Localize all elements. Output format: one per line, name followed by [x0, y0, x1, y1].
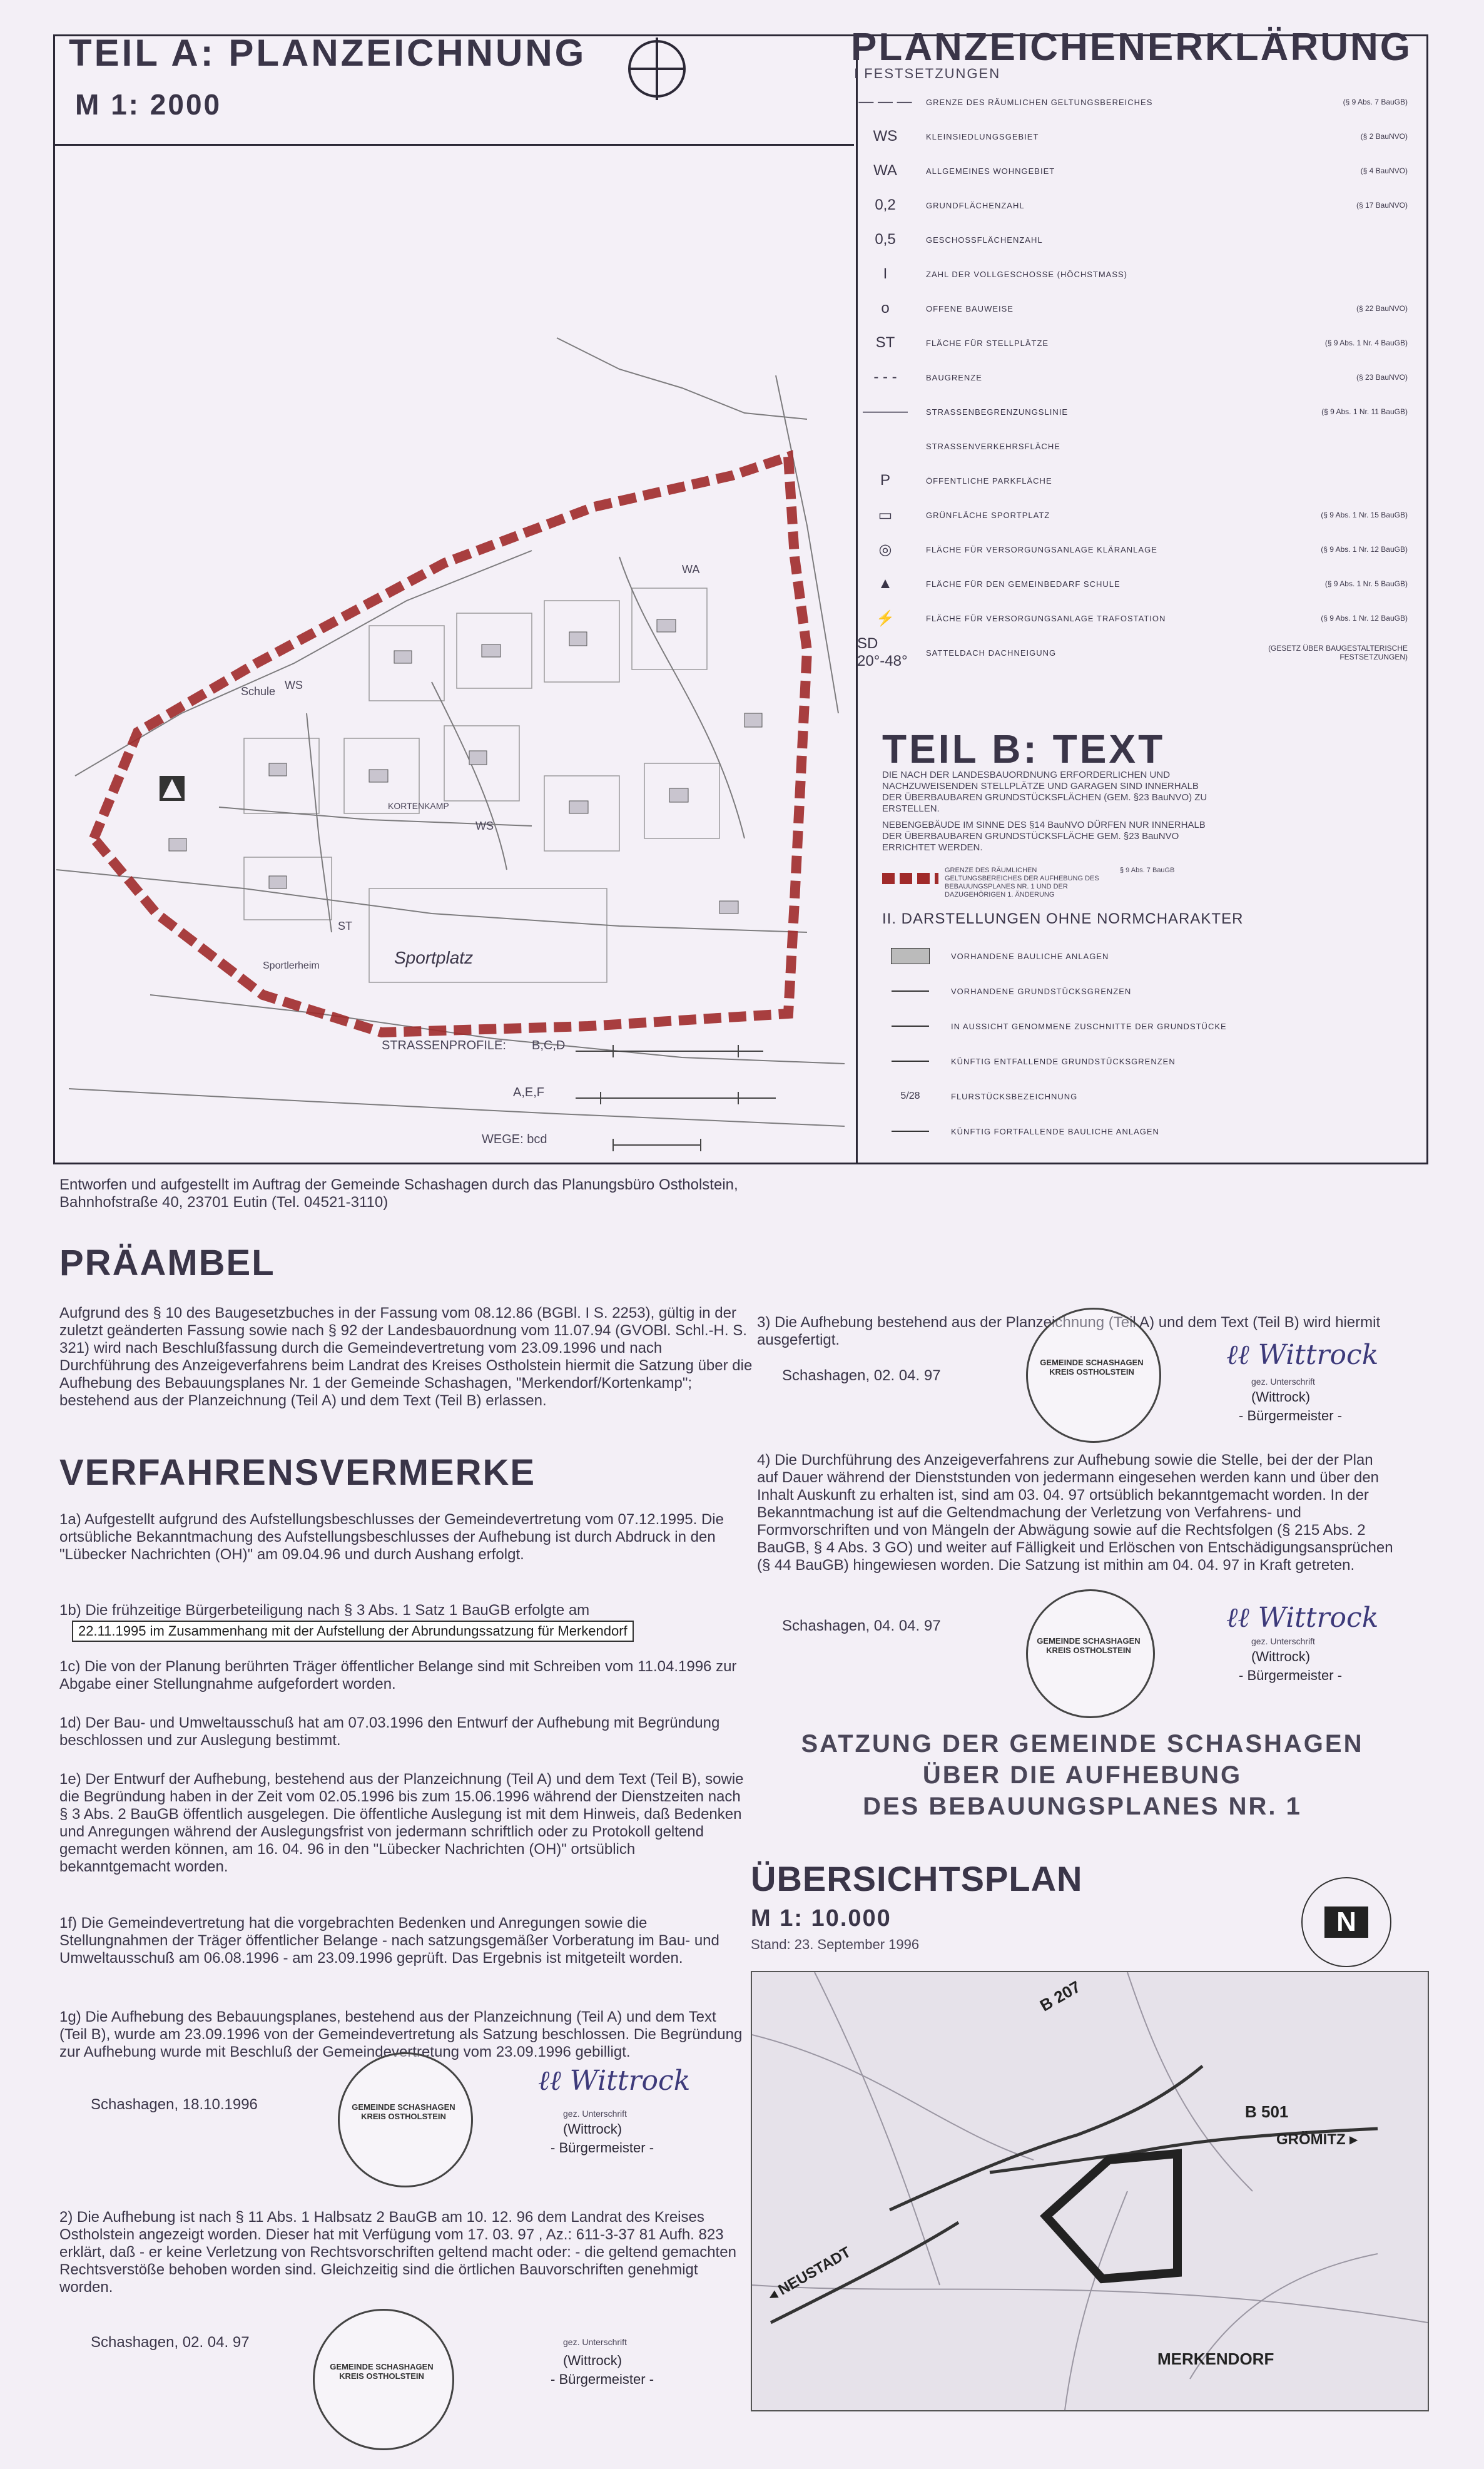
- stamp-4-text: GEMEINDE SCHASHAGEN KREIS OSTHOLSTEIN: [1037, 1636, 1141, 1655]
- legend-symbol: ▭: [878, 506, 893, 524]
- legend-label: FLÄCHE FÜR DEN GEMEINBEDARF SCHULE: [926, 579, 1121, 589]
- stamp-3-text: GEMEINDE SCHASHAGEN KREIS OSTHOLSTEIN: [1040, 1358, 1144, 1377]
- uebersicht-stand: Stand: 23. September 1996: [751, 1937, 920, 1952]
- verfahren-1g: 1g) Die Aufhebung des Bebauungsplanes, bestehend aus der Planzeichnung (Teil A) und dem Text (Teil B), wurde am 23.09.1996 von der Gemeindevertretung als Satzung beschlossen. Die Begründung zur Aufhebung wurde mit Beschluß der Gemeindevertretung vom 23.09.1996 gebilligt.: [59, 2008, 743, 2060]
- legend-label: GESCHOSSFLÄCHENZAHL: [926, 235, 1043, 245]
- darstellung-label: KÜNFTIG ENTFALLENDE GRUNDSTÜCKSGRENZEN: [951, 1056, 1176, 1066]
- plan-label-ws-1: WS: [285, 679, 303, 691]
- signature-3: ℓℓ Wittrock: [1226, 1339, 1379, 1371]
- sig-3-role: - Bürgermeister -: [1239, 1408, 1343, 1423]
- legend-symbol: I: [883, 265, 888, 282]
- legend-label: BAUGRENZE: [926, 372, 982, 382]
- sig-2-name: (Wittrock): [563, 2353, 623, 2368]
- verfahren-4-place: Schashagen, 04. 04. 97: [782, 1617, 941, 1634]
- profile-bcd-label: B,C,D: [532, 1039, 566, 1052]
- legend-title: PLANZEICHENERKLÄRUNG: [851, 26, 1412, 69]
- legend-label: FLÄCHE FÜR STELLPLÄTZE: [926, 338, 1049, 348]
- darstellung-label: VORHANDENE GRUNDSTÜCKSGRENZEN: [951, 986, 1132, 996]
- legend-symbol: ST: [875, 334, 895, 351]
- legend-symbol: ———: [863, 403, 908, 420]
- legend-symbol: — — —: [858, 93, 912, 110]
- legend-label: SATTELDACH DACHNEIGUNG: [926, 648, 1057, 658]
- verfahren-4: 4) Die Durchführung des Anzeigeverfahrens zur Aufhebung sowie die Stelle, bei der der Plan auf Dauer während der Dienststunden von jedermann eingesehen werden kann und über den Inhalt Auskunft zu erhalten ist, sind am 03. 04. 97 ortsüblich bekanntgemacht worden. In der Bekanntmachung ist auf die Geltendmachung der Verletzung von Verfahrens- und Formvorschriften und von Mängeln der Abwägung sowie auf die Rechtsfolgen (§ 215 Abs. 2 BauGB, § 4 Abs. 3 GO) und weiter auf Fälligkeit und Erlöschen von Entschädigungsansprüchen (§ 44 BauGB) hingewiesen worden. Die Satzung ist mithin am 04. 04. 97 in Kraft getreten.: [757, 1452, 1393, 1574]
- legend-label: ZAHL DER VOLLGESCHOSSE (HÖCHSTMASS): [926, 269, 1128, 279]
- sig-2-role: - Bürgermeister -: [551, 2371, 654, 2387]
- teil-b-text-1: DIE NACH DER LANDESBAUORDNUNG ERFORDERLICHEN UND NACHZUWEISENDEN STELLPLÄTZE UND GARAGEN SIND INNERHALB DER ÜBERBAUBAREN GRUNDSTÜCKSFLÄCHEN (GEM. §23 BauNVO) ZU ERSTELLEN.: [882, 770, 1207, 814]
- legend-row: [857, 604, 1408, 633]
- legend-row: [857, 260, 1408, 288]
- street-profile-sketches: [576, 1032, 813, 1158]
- plan-label-sportplatz: Sportplatz: [394, 948, 474, 967]
- legend-symbol: ▲: [878, 575, 893, 592]
- uebersicht-scale: M 1: 10.000: [751, 1905, 892, 1932]
- boundary-legend-ref: § 9 Abs. 7 BauGB: [1120, 867, 1175, 874]
- darstellungen-title: II. DARSTELLUNGEN OHNE NORMCHARAKTER: [882, 910, 1244, 927]
- map-label-b207: B 207: [1036, 1977, 1084, 2015]
- sig-3-caption: gez. Unterschrift: [1251, 1377, 1315, 1387]
- legend-symbol: ⚡: [876, 609, 895, 627]
- verfahren-1b: 1b) Die frühzeitige Bürgerbeteiligung nach § 3 Abs. 1 Satz 1 BauGB erfolgte am: [59, 1602, 590, 1619]
- legend-reference: (§ 9 Abs. 1 Nr. 4 BauGB): [1324, 339, 1408, 347]
- uebersicht-title: ÜBERSICHTSPLAN: [751, 1859, 1083, 1898]
- legend-label: GRÜNFLÄCHE SPORTPLATZ: [926, 510, 1050, 520]
- satzung-line-1: SATZUNG DER GEMEINDE SCHASHAGEN: [801, 1730, 1364, 1758]
- darstellung-symbol: 5/28: [900, 1091, 920, 1101]
- verfahren-2: 2) Die Aufhebung ist nach § 11 Abs. 1 Halbsatz 2 BauGB am 10. 12. 96 dem Landrat des Kreises Ostholstein angezeigt worden. Dieser hat mit Verfügung vom 17. 03. 97 , Az.: 611-3-37 81 Aufh. 823 erklärt, daß - er keine Verletzung von Rechtsvorschriften geltend macht oder: - die geltend gemachten Rechtsverstöße behoben worden sind. Gleichzeitig sind die örtlichen Bauvorschriften genehmigt worden.: [59, 2209, 736, 2296]
- legend-reference: (§ 9 Abs. 1 Nr. 11 BauGB): [1321, 407, 1408, 416]
- sig-1-name: (Wittrock): [563, 2121, 623, 2137]
- legend-row: [857, 156, 1408, 185]
- legend-row: [857, 294, 1408, 323]
- legend-label: STRASSENBEGRENZUNGSLINIE: [926, 407, 1068, 417]
- plan-header-rule: [53, 144, 854, 146]
- verfahren-1a: 1a) Aufgestellt aufgrund des Aufstellungsbeschlusses der Gemeindevertretung vom 07.12.1995. Die ortsübliche Bekanntmachung des Aufstellungsbeschlusses der Aufhebung ist durch Abdruck in den "Lübecker Nachrichten (OH)" am 09.04.96 und durch Aushang erfolgt.: [59, 1511, 724, 1563]
- north-icon: N: [1301, 1877, 1391, 1967]
- legend-symbol: SD 20°-48°: [857, 635, 908, 669]
- teil-b-text-2: NEBENGEBÄUDE IM SINNE DES §14 BauNVO DÜRFEN NUR INNERHALB DER ÜBERBAUBAREN GRUNDSTÜCKSFLÄCHE GEM. §23 BauNVO ERRICHTET WERDEN.: [882, 820, 1206, 853]
- boundary-legend-label: GRENZE DES RÄUMLICHEN GELTUNGSBEREICHES DER AUFHEBUNG DES BEBAUUNGSPLANES NR. 1 UND DER DAZUGEHÖRIGEN 1. ÄNDERUNG: [945, 867, 1099, 899]
- darstellung-row: [882, 942, 1420, 970]
- legend-row: [857, 635, 1408, 669]
- verfahren-1c: 1c) Die von der Planung berührten Träger öffentlicher Belange sind mit Schreiben vom 11.04.1996 zur Abgabe einer Stellungnahme aufgefordert worden.: [59, 1658, 737, 1693]
- verfahren-2-place: Schashagen, 02. 04. 97: [91, 2334, 250, 2351]
- darstellung-symbol: [882, 1131, 938, 1132]
- profile-aef-label: A,E,F: [513, 1086, 545, 1099]
- uebersicht-map: [751, 1971, 1429, 2411]
- legend-reference: (§ 23 BauNVO): [1356, 373, 1408, 382]
- legend-reference: (GESETZ ÜBER BAUGESTALTERISCHE FESTSETZUNGEN): [1268, 644, 1408, 661]
- verfahren-1g-place: Schashagen, 18.10.1996: [91, 2096, 258, 2113]
- legend-symbol: 0,5: [875, 231, 896, 248]
- darstellung-row: [882, 977, 1420, 1005]
- map-label-groemitz: GRÖMITZ ▸: [1276, 2131, 1358, 2148]
- sig-4-role: - Bürgermeister -: [1239, 1667, 1343, 1683]
- legend-row: [857, 363, 1408, 392]
- verfahren-1e: 1e) Der Entwurf der Aufhebung, bestehend aus der Planzeichnung (Teil A) und dem Text (Teil B), sowie die Begründung haben in der Zeit vom 02.05.1996 bis zum 15.06.1996 während der Dienstzeiten nach § 3 Abs. 2 BauGB öffentlich ausgelegen. Die öffentliche Auslegung ist mit dem Hinweis, daß Bedenken und Anregungen während der Auslegungsfrist von jedermann schriftlich oder zu Protokoll geltend gemacht werden können, am 16. 04. 96 in den "Lübecker Nachrichten (OH)" ortsüblich bekanntgemacht worden.: [59, 1771, 744, 1875]
- legend-reference: (§ 9 Abs. 7 BauGB): [1343, 98, 1408, 106]
- legend-row: [857, 328, 1408, 357]
- darstellung-symbol: [882, 948, 938, 964]
- boundary-legend-symbol: [882, 873, 938, 884]
- satzung-line-3: DES BEBAUUNGSPLANES NR. 1: [863, 1793, 1302, 1820]
- legend-reference: (§ 9 Abs. 1 Nr. 15 BauGB): [1321, 511, 1408, 519]
- darstellung-row: [882, 1012, 1420, 1041]
- legend-row: [857, 535, 1408, 564]
- darstellung-label: KÜNFTIG FORTFALLENDE BAULICHE ANLAGEN: [951, 1126, 1159, 1136]
- legend-row: [857, 432, 1408, 461]
- legend-row: [857, 569, 1408, 598]
- legend-reference: (§ 17 BauNVO): [1356, 201, 1408, 210]
- legend-label: GRENZE DES RÄUMLICHEN GELTUNGSBEREICHES: [926, 97, 1153, 107]
- sig-2-caption: gez. Unterschrift: [563, 2337, 627, 2347]
- legend-row: [857, 122, 1408, 151]
- verfahren-1d: 1d) Der Bau- und Umweltausschuß hat am 07.03.1996 den Entwurf der Aufhebung mit Begründung beschlossen und zur Auslegung bestimmt.: [59, 1714, 720, 1749]
- legend-symbol: o: [881, 300, 890, 317]
- stamp-1-text: GEMEINDE SCHASHAGEN KREIS OSTHOLSTEIN: [352, 2102, 455, 2121]
- entwurf-text: Entworfen und aufgestellt im Auftrag der Gemeinde Schashagen durch das Planungsbüro Ostholstein, Bahnhofstraße 40, 23701 Eutin (Tel. 04521-3110): [59, 1176, 738, 1211]
- legend-row: [857, 88, 1408, 116]
- verfahren-3: 3) Die Aufhebung bestehend aus der Planzeichnung (Teil A) und dem Text (Teil B) wird hiermit ausgefertigt.: [757, 1314, 1381, 1348]
- legend-reference: (§ 9 Abs. 1 Nr. 12 BauGB): [1321, 614, 1408, 623]
- darstellung-label: VORHANDENE BAULICHE ANLAGEN: [951, 951, 1109, 961]
- sig-1-caption: gez. Unterschrift: [563, 2109, 627, 2119]
- sig-4-name: (Wittrock): [1251, 1649, 1311, 1664]
- legend-symbol: ◎: [878, 541, 892, 558]
- plan-label-schule: Schule: [241, 685, 276, 698]
- verfahren-1f: 1f) Die Gemeindevertretung hat die vorgebrachten Bedenken und Anregungen sowie die Stellungnahmen der Träger öffentlicher Belange - nach satzungsgemäßer Vorberatung im Bau- und Umweltausschuß am 06.08.1996 - am 23.09.1996 geprüft. Das Ergebnis ist mitgeteilt worden.: [59, 1915, 719, 1967]
- darstellung-symbol: [882, 1026, 938, 1027]
- legend-label: ÖFFENTLICHE PARKFLÄCHE: [926, 476, 1052, 486]
- north-arrow-icon: [626, 38, 688, 100]
- legend-symbol: - - -: [873, 369, 897, 385]
- darstellung-label: IN AUSSICHT GENOMMENE ZUSCHNITTE DER GRUNDSTÜCKE: [951, 1021, 1227, 1031]
- profile-wege-label: WEGE: bcd: [482, 1133, 547, 1146]
- satzung-line-2: ÜBER DIE AUFHEBUNG: [922, 1761, 1243, 1789]
- legend-label: KLEINSIEDLUNGSGEBIET: [926, 131, 1039, 141]
- praeambel-title: PRÄAMBEL: [59, 1243, 275, 1283]
- legend-reference: (§ 9 Abs. 1 Nr. 5 BauGB): [1324, 579, 1408, 588]
- legend-label: GRUNDFLÄCHENZAHL: [926, 200, 1025, 210]
- legend-label: FLÄCHE FÜR VERSORGUNGSANLAGE TRAFOSTATION: [926, 613, 1166, 623]
- sig-4-caption: gez. Unterschrift: [1251, 1636, 1315, 1646]
- darstellung-row: [882, 1117, 1420, 1146]
- stamp-2-text: GEMEINDE SCHASHAGEN KREIS OSTHOLSTEIN: [330, 2362, 434, 2381]
- strassenprofile-label: STRASSENPROFILE:: [382, 1039, 506, 1052]
- legend-symbol: WS: [873, 128, 898, 145]
- legend-symbol: 0,2: [875, 196, 896, 213]
- sig-1-role: - Bürgermeister -: [551, 2140, 654, 2156]
- legend-label: STRASSENVERKEHRSFLÄCHE: [926, 441, 1060, 451]
- sig-3-name: (Wittrock): [1251, 1389, 1311, 1405]
- legend-row: [857, 466, 1408, 495]
- legend-row: [857, 501, 1408, 529]
- verfahren-3-place: Schashagen, 02. 04. 97: [782, 1367, 941, 1384]
- signature-4: ℓℓ Wittrock: [1226, 1602, 1379, 1634]
- legend-reference: (§ 4 BauNVO): [1360, 166, 1408, 175]
- map-label-merkendorf: MERKENDORF: [1157, 2349, 1274, 2368]
- legend-row: [857, 397, 1408, 426]
- plan-label-sportlerheim: Sportlerheim: [263, 960, 320, 971]
- legend-reference: (§ 2 BauNVO): [1360, 132, 1408, 141]
- signature-1: ℓℓ Wittrock: [538, 2065, 691, 2097]
- legend-symbol: WA: [873, 162, 897, 179]
- darstellung-symbol: [882, 990, 938, 992]
- legend-label: ALLGEMEINES WOHNGEBIET: [926, 166, 1055, 176]
- darstellung-label: FLURSTÜCKSBEZEICHNUNG: [951, 1091, 1078, 1101]
- legend-subtitle: I FESTSETZUNGEN: [854, 66, 1001, 81]
- site-plan-drawing: [56, 150, 851, 1158]
- legend-label: FLÄCHE FÜR VERSORGUNGSANLAGE KLÄRANLAGE: [926, 544, 1157, 554]
- darstellung-symbol: [882, 1061, 938, 1062]
- map-label-neustadt: ◂ NEUSTADT: [765, 2243, 854, 2305]
- verfahren-title: VERFAHRENSVERMERKE: [59, 1452, 536, 1493]
- legend-label: OFFENE BAUWEISE: [926, 303, 1014, 313]
- legend-row: [857, 191, 1408, 220]
- plan-label-st: ST: [338, 920, 353, 932]
- praeambel-text: Aufgrund des § 10 des Baugesetzbuches in der Fassung vom 08.12.86 (BGBl. I S. 2253), gültig in der zuletzt geänderten Fassung sowie nach § 92 der Landesbauordnung vom 11.07.94 (GVOBl. Schl.-H. S. 321) wird nach Beschlußfassung durch die Gemeindevertretung vom 23.09.1996 und nach Durchführung des Anzeigeverfahrens beim Landrat des Kreises Ostholstein hiermit die Satzung über die Aufhebung des Bebauungsplanes Nr. 1 der Gemeinde Schashagen, "Merkendorf/Kortenkamp"; bestehend aus der Planzeichnung (Teil A) und dem Text (Teil B) erlassen.: [59, 1305, 753, 1409]
- plan-label-wa: WA: [682, 563, 700, 576]
- legend-reference: (§ 9 Abs. 1 Nr. 12 BauGB): [1321, 545, 1408, 554]
- teil-b-title: TEIL B: TEXT: [882, 726, 1166, 771]
- verfahren-1b-stamp-box: 22.11.1995 im Zusammenhang mit der Aufstellung der Abrundungssatzung für Merkendorf: [72, 1621, 634, 1642]
- legend-symbol: P: [880, 472, 890, 489]
- teil-a-scale: M 1: 2000: [75, 88, 222, 121]
- legend-row: [857, 225, 1408, 254]
- plan-label-kortenkamp: KORTENKAMP: [388, 801, 449, 811]
- darstellung-row: [882, 1047, 1420, 1076]
- darstellung-row: [882, 1082, 1420, 1111]
- plan-label-ws-2: WS: [475, 820, 494, 832]
- map-label-b501: B 501: [1245, 2102, 1289, 2121]
- teil-a-title: TEIL A: PLANZEICHNUNG: [69, 32, 587, 74]
- legend-reference: (§ 22 BauNVO): [1356, 304, 1408, 313]
